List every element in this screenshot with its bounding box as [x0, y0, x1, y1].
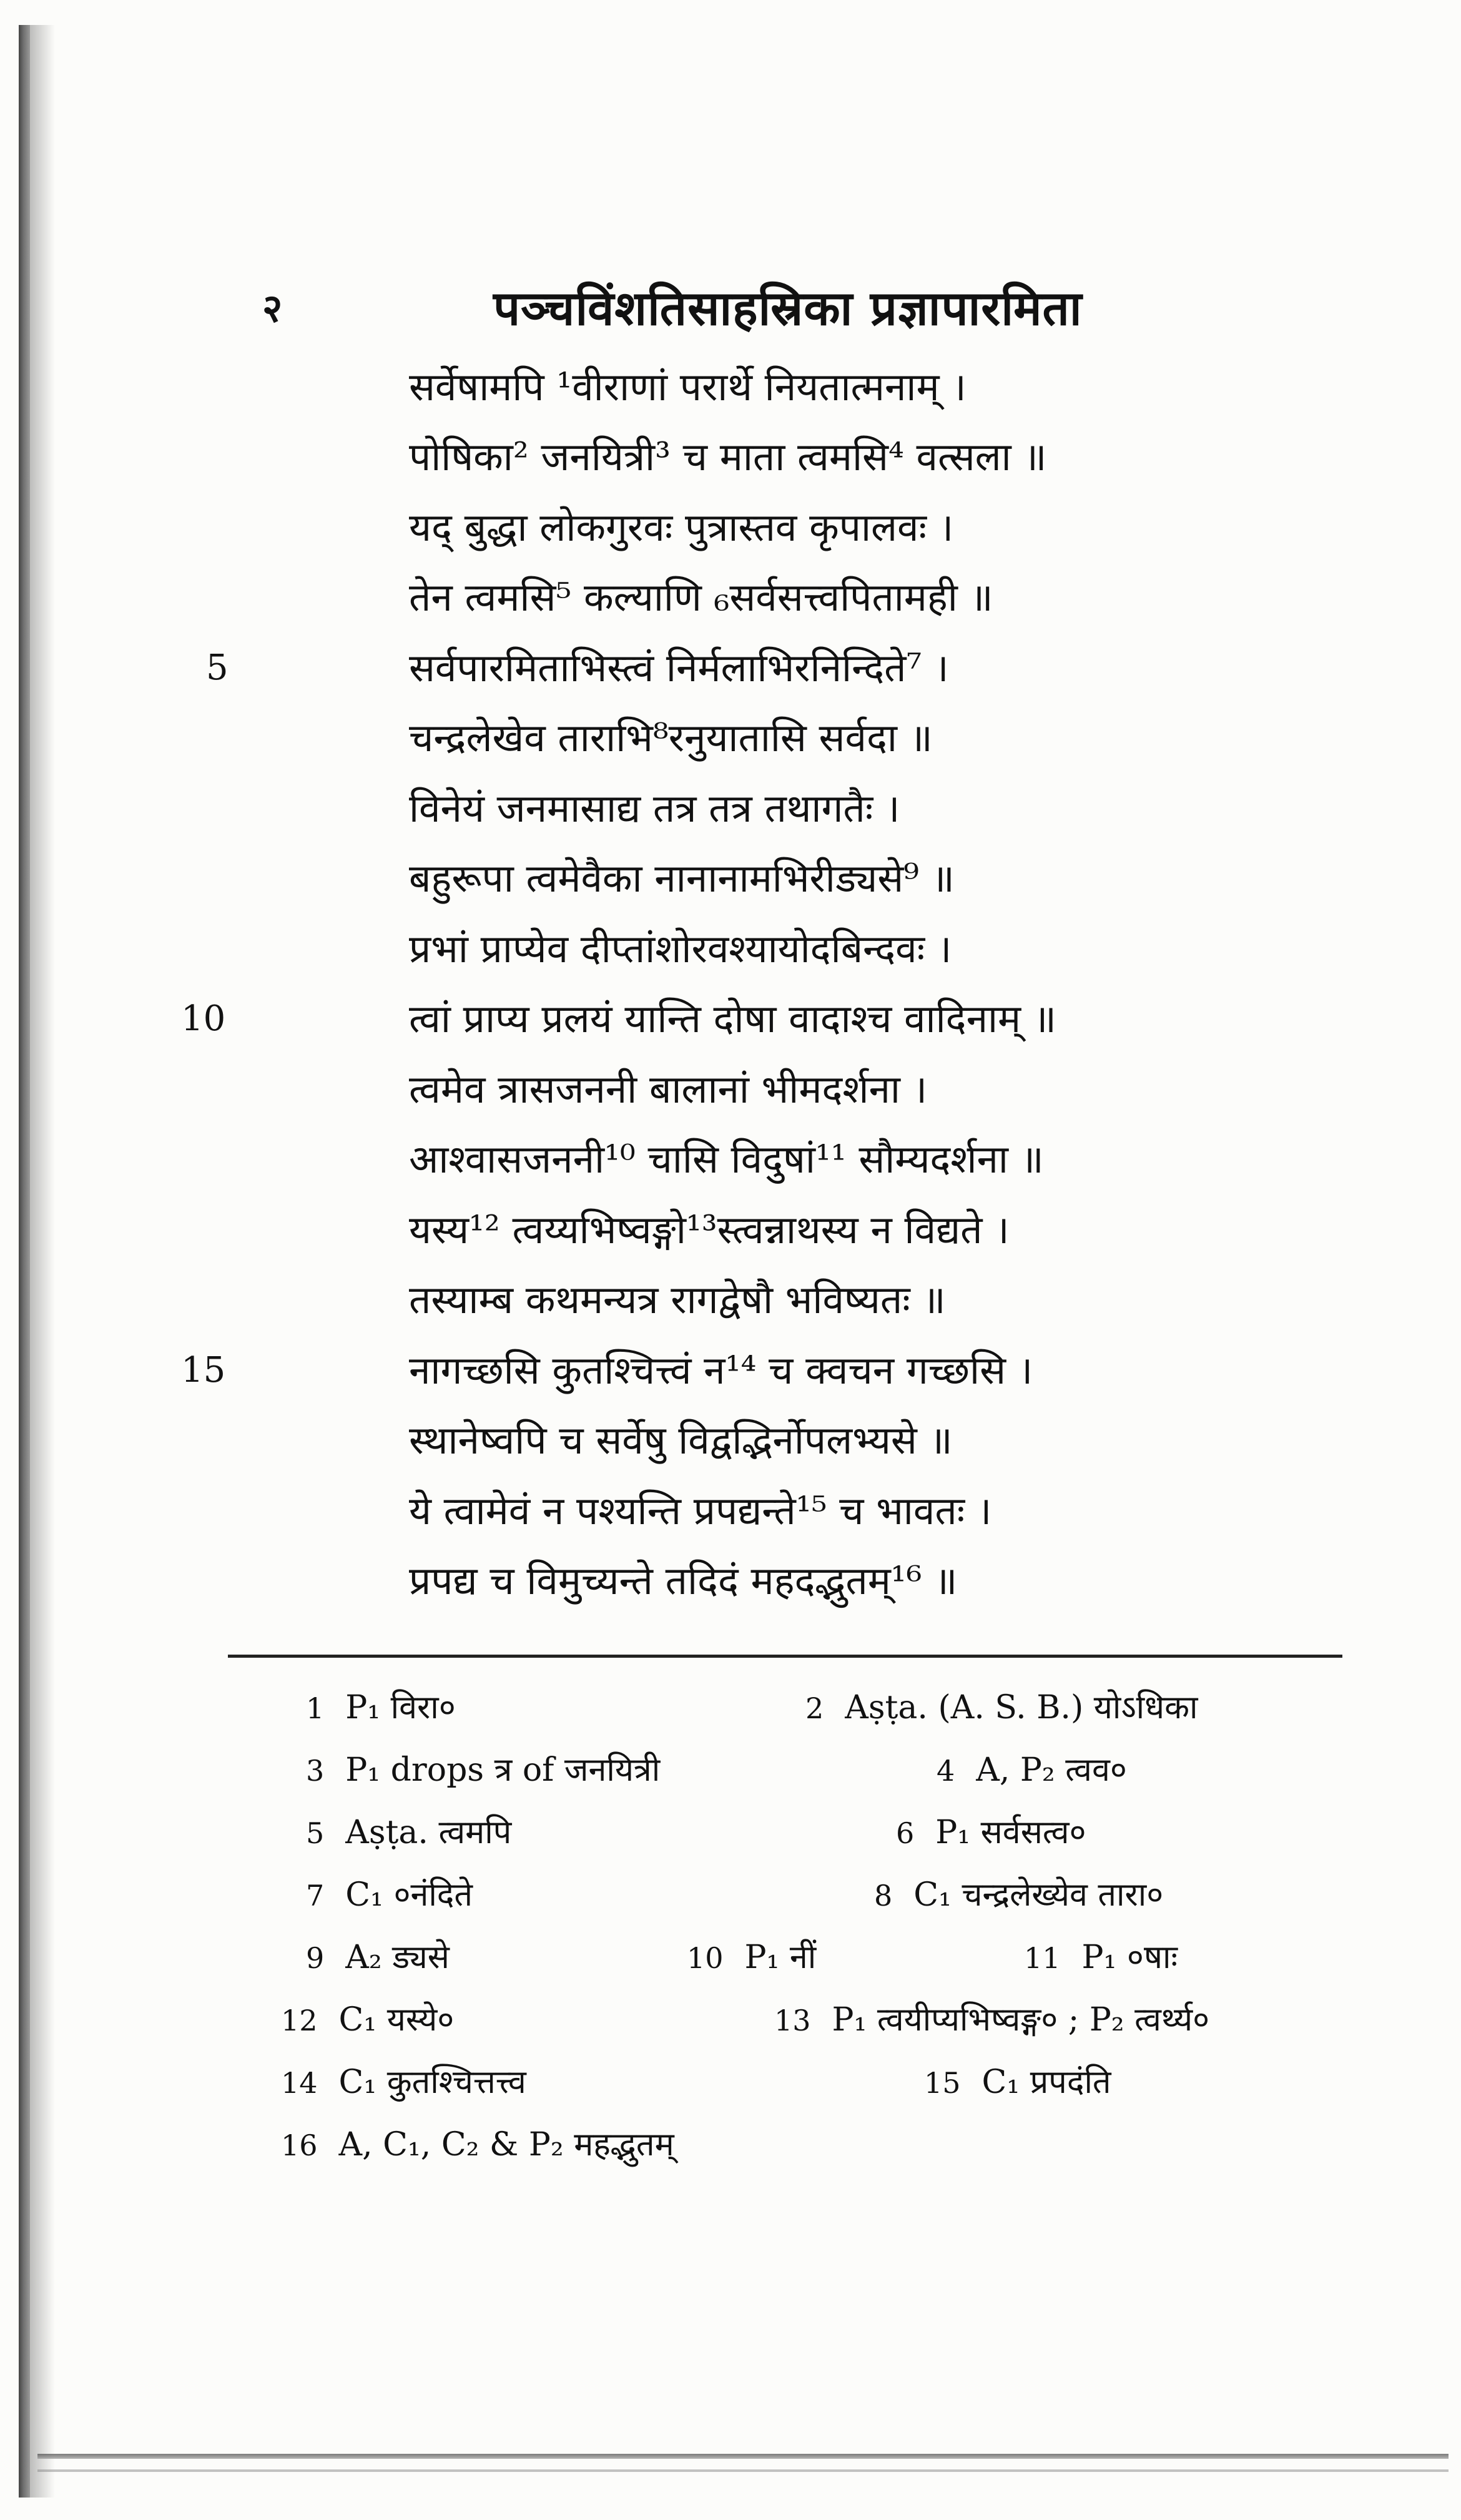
footnote-text: C₁ कुतश्चित्तत्त्व [338, 2064, 526, 2101]
verse-line: आश्वासजननी¹⁰ चासि विदुषां¹¹ सौम्यदर्शना ॥ [409, 1136, 1044, 1182]
footnote-number: 11 [1024, 1941, 1061, 1975]
footnote [896, 1811, 1086, 1855]
page-bottom-edge-shadow [37, 2469, 1449, 2472]
footnote [306, 1811, 511, 1855]
page-bottom-edge [37, 2454, 1449, 2459]
footnote-text: C₁ ०नंदिते [345, 1876, 473, 1914]
footnote [306, 1936, 450, 1980]
footnote-number: 6 [896, 1816, 915, 1850]
footnote-number: 1 [306, 1691, 325, 1725]
footnote-rule [228, 1655, 1342, 1658]
footnote-text: A, P₂ त्वव० [976, 1751, 1127, 1789]
verse-line: सर्वपारमिताभिस्त्वं निर्मलाभिरनिन्दिते⁷ । [409, 645, 949, 691]
footnote [281, 2123, 674, 2167]
verse-line: तेन त्वमसि⁵ कल्याणि ₆सर्वसत्त्वपितामही ॥ [409, 574, 993, 620]
footnote-number: 8 [874, 1879, 893, 1912]
footnote [687, 1936, 816, 1980]
footnote [306, 1748, 660, 1793]
footnote-number: 9 [306, 1941, 325, 1975]
verse-line: चन्द्रलेखेव ताराभि⁸रनुयातासि सर्वदा ॥ [409, 715, 933, 760]
verse-line: स्थानेष्वपि च सर्वेषु विद्वद्भिर्नोपलभ्यसे ॥ [409, 1417, 953, 1463]
footnote [306, 1873, 473, 1917]
verse-line: बहुरूपा त्वमेवैका नानानामभिरीड्यसे⁹ ॥ [409, 855, 955, 901]
footnote-text: P₁ ०षाः [1081, 1939, 1178, 1976]
footnote-text: Aṣṭa. त्वमपि [345, 1814, 512, 1851]
footnote [937, 1748, 1127, 1793]
binding-shadow [30, 25, 55, 2498]
footnote [874, 1873, 1163, 1917]
footnote-text: P₁ त्वयीप्यभिष्वङ्ग० ; P₂ त्वर्थ्य० [832, 2001, 1210, 2039]
line-number: 5 [206, 647, 229, 688]
verse-line: यद् बुद्धा लोकगुरवः पुत्रास्तव कृपालवः । [409, 504, 954, 550]
line-number: 15 [181, 1350, 226, 1390]
verse-line: त्वमेव त्रासजननी बालानां भीमदर्शना । [409, 1066, 928, 1112]
footnote-number: 7 [306, 1879, 325, 1912]
footnote-number: 15 [924, 2066, 961, 2100]
footnote-number: 14 [281, 2066, 318, 2100]
footnote-text: P₁ drops त्र of जनयित्री [345, 1751, 661, 1789]
book-binding-edge [19, 25, 30, 2498]
footnote-number: 3 [306, 1754, 325, 1788]
verse-line: तस्याम्ब कथमन्यत्र रागद्वेषौ भविष्यतः ॥ [409, 1277, 946, 1322]
footnote-text: A₂ ड्यसे [345, 1939, 450, 1976]
footnote [281, 2060, 526, 2105]
footnote-text: P₁ विरा० [345, 1689, 456, 1726]
running-title: पञ्चविंशतिसाहस्रिका प्रज्ञापारमिता [493, 280, 1083, 336]
footnote-number: 2 [805, 1691, 824, 1725]
footnote-number: 10 [687, 1941, 724, 1975]
footnote [306, 1686, 456, 1730]
page-number: २ [262, 285, 283, 331]
verse-line: नागच्छसि कुतश्चित्त्वं न¹⁴ च क्वचन गच्छसि । [409, 1347, 1033, 1393]
verse-line: प्रपद्य च विमुच्यन्ते तदिदं महदद्भुतम्¹⁶ ॥ [409, 1558, 958, 1603]
footnote-number: 4 [937, 1754, 955, 1788]
verse-line: पोषिका² जनयित्री³ च माता त्वमसि⁴ वत्सला ॥ [409, 434, 1047, 480]
footnote-text: C₁ प्रपदंति [981, 2064, 1111, 2101]
footnote-number: 12 [281, 2004, 318, 2037]
footnote-number: 16 [281, 2129, 318, 2162]
footnote [805, 1686, 1198, 1730]
footnote-text: C₁ यस्ये० [338, 2001, 455, 2039]
footnote [924, 2060, 1111, 2105]
verse-line: सर्वेषामपि ¹वीराणां परार्थे नियतात्मनाम् । [409, 364, 967, 410]
footnote-number: 13 [774, 2004, 811, 2037]
page-header [0, 268, 1461, 343]
footnote [774, 1998, 1209, 2042]
footnote [1024, 1936, 1178, 1980]
verse-line: त्वां प्राप्य प्रलयं यान्ति दोषा वादाश्च वादिनाम् ॥ [409, 996, 1056, 1041]
footnote-text: C₁ चन्द्रलेख्येव तारा० [913, 1876, 1164, 1914]
footnote-text: A, C₁, C₂ & P₂ महद्भुतम् [338, 2126, 674, 2163]
verse-line: प्रभां प्राप्येव दीप्तांशोरवश्यायोदबिन्दवः । [409, 926, 952, 972]
footnote-text: Aṣṭa. (A. S. B.) योऽधिका [845, 1689, 1198, 1726]
verse-line: ये त्वामेवं न पश्यन्ति प्रपद्यन्ते¹⁵ च भावतः । [409, 1488, 992, 1533]
footnote [281, 1998, 454, 2042]
footnote-number: 5 [306, 1816, 325, 1850]
line-number: 10 [181, 998, 226, 1039]
footnote-text: P₁ नीं [744, 1939, 817, 1976]
verse-line: विनेयं जनमासाद्य तत्र तत्र तथागतैः । [409, 785, 900, 831]
verse-line: यस्य¹² त्वय्यभिष्वङ्गो¹³स्त्वन्नाथस्य न विद्यते । [409, 1207, 1010, 1253]
footnote-text: P₁ सर्वसत्व० [935, 1814, 1086, 1851]
